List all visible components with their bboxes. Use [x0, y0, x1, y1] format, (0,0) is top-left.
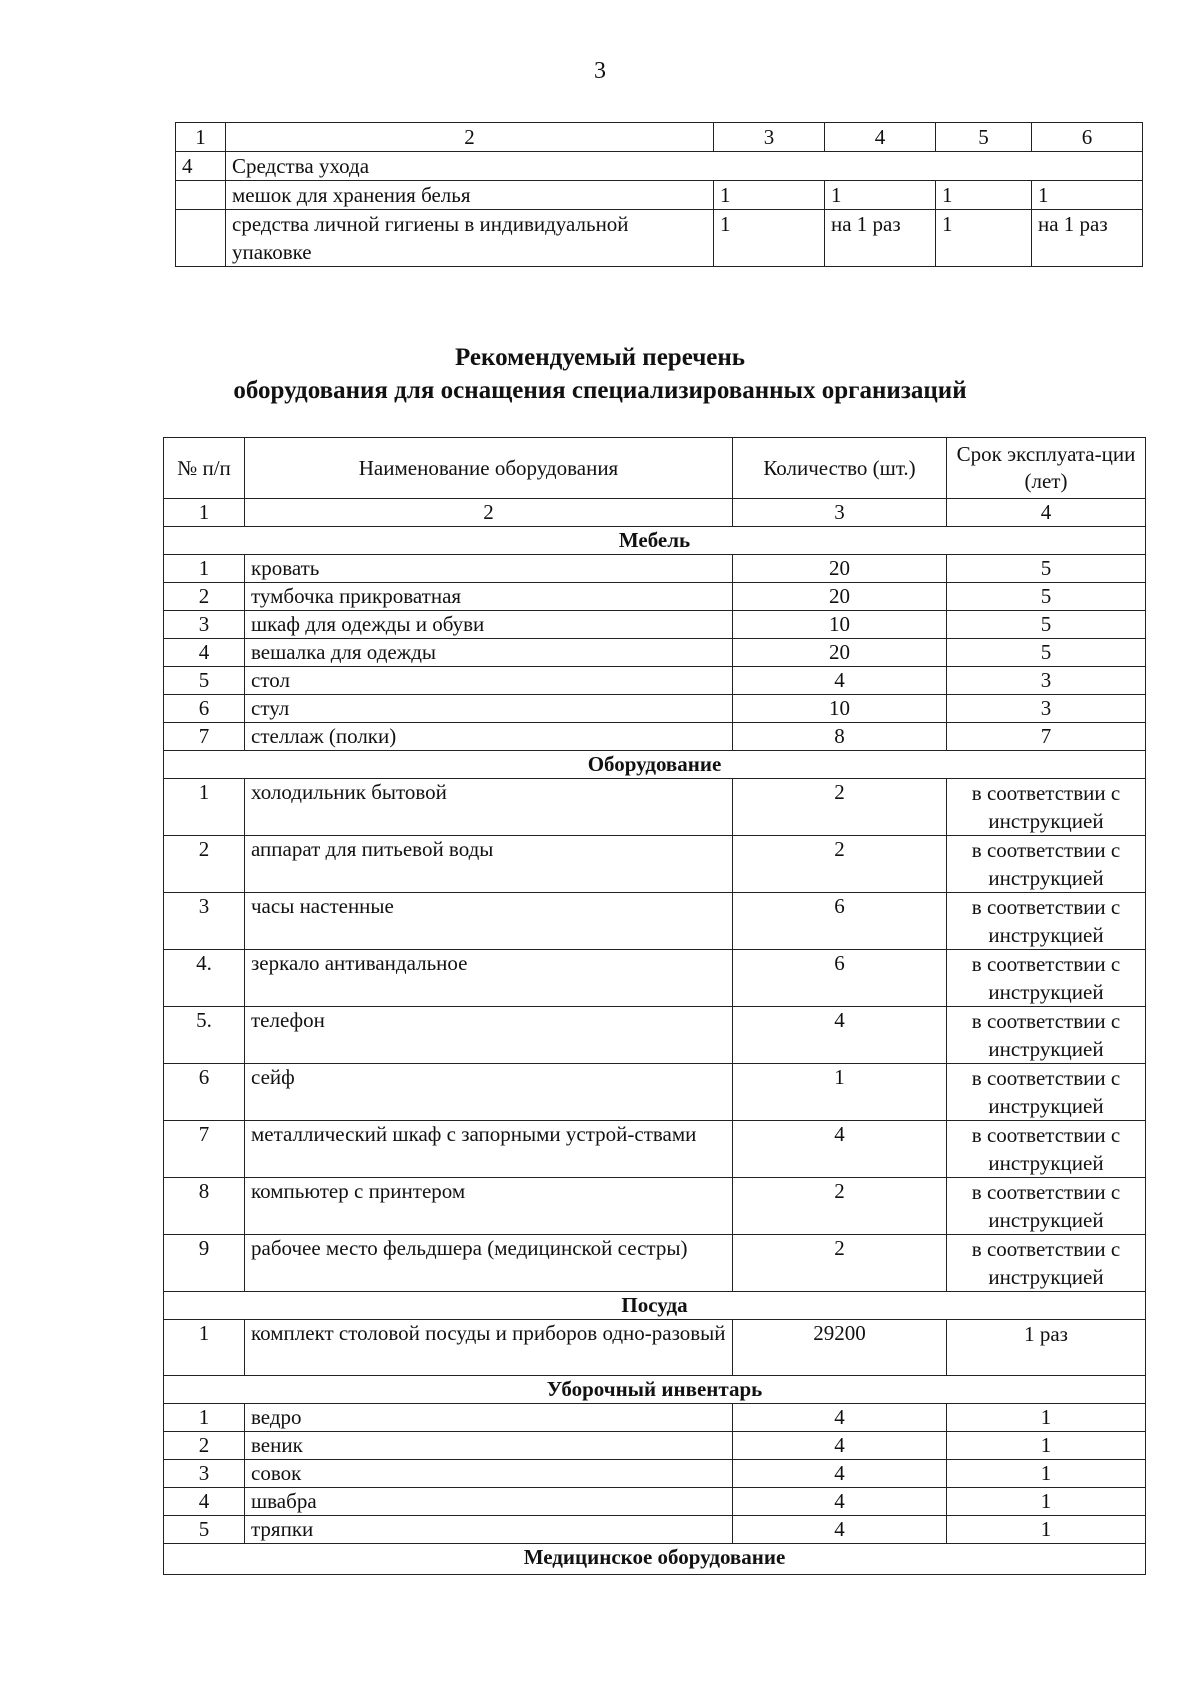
row-number: 6 [164, 695, 245, 723]
row-number: 4. [164, 950, 245, 1007]
header-name: Наименование оборудования [245, 438, 733, 499]
section-title: Посуда [164, 1292, 1146, 1320]
col-number: 3 [733, 499, 947, 527]
row-number: 4 [164, 639, 245, 667]
section-title: Медицинское оборудование [164, 1544, 1146, 1575]
item-quantity: 8 [733, 723, 947, 751]
cell: 1 [714, 210, 825, 267]
table-row [164, 639, 1146, 667]
row-number: 1 [164, 555, 245, 583]
item-quantity: 29200 [733, 1320, 947, 1376]
table-row [164, 1235, 1146, 1292]
item-name: швабра [245, 1488, 733, 1516]
col-number: 1 [176, 123, 226, 152]
row-number: 2 [164, 583, 245, 611]
item-name: тряпки [245, 1516, 733, 1544]
table-header-row [164, 438, 1146, 499]
table-header-row [176, 123, 1143, 152]
item-name: металлический шкаф с запорными устрой-ствами [245, 1121, 733, 1178]
page-number: 3 [594, 58, 606, 84]
table-row [164, 723, 1146, 751]
table-row [164, 695, 1146, 723]
row-number: 4 [164, 1488, 245, 1516]
table-row [176, 181, 1143, 210]
table-row [164, 611, 1146, 639]
item-lifetime: в соответствии с инструкцией [947, 1007, 1146, 1064]
table-row [176, 152, 1143, 181]
item-lifetime: 1 [947, 1404, 1146, 1432]
row-number: 7 [164, 723, 245, 751]
item-name: компьютер с принтером [245, 1178, 733, 1235]
item-quantity: 4 [733, 1488, 947, 1516]
table-row [164, 1460, 1146, 1488]
col-number: 2 [245, 499, 733, 527]
item-name: совок [245, 1460, 733, 1488]
row-number: 1 [164, 779, 245, 836]
row-number: 3 [164, 611, 245, 639]
col-number: 2 [226, 123, 714, 152]
item-name: аппарат для питьевой воды [245, 836, 733, 893]
table-row [164, 1178, 1146, 1235]
section-title: Оборудование [164, 751, 1146, 779]
item-quantity: 6 [733, 950, 947, 1007]
col-number: 4 [947, 499, 1146, 527]
item-quantity: 1 [733, 1064, 947, 1121]
section-title: Уборочный инвентарь [164, 1376, 1146, 1404]
item-lifetime: в соответствии с инструкцией [947, 779, 1146, 836]
item-lifetime: 5 [947, 555, 1146, 583]
row-number: 5. [164, 1007, 245, 1064]
item-quantity: 6 [733, 893, 947, 950]
care-items-table [175, 122, 1143, 267]
cell: на 1 раз [825, 210, 936, 267]
section-row [164, 527, 1146, 555]
table-row [164, 1121, 1146, 1178]
item-name: стол [245, 667, 733, 695]
row-number: 3 [164, 893, 245, 950]
cell: 1 [936, 181, 1032, 210]
item-lifetime: в соответствии с инструкцией [947, 1178, 1146, 1235]
item-lifetime: 1 [947, 1460, 1146, 1488]
row-number: 5 [164, 1516, 245, 1544]
col-number: 3 [714, 123, 825, 152]
col-number: 1 [164, 499, 245, 527]
table-row [164, 1404, 1146, 1432]
table-row [164, 555, 1146, 583]
item-name: рабочее место фельдшера (медицинской сестры) [245, 1235, 733, 1292]
item-quantity: 2 [733, 1178, 947, 1235]
table-row [164, 1488, 1146, 1516]
row-number: 1 [164, 1404, 245, 1432]
item-name: холодильник бытовой [245, 779, 733, 836]
cell: 1 [825, 181, 936, 210]
item-lifetime: 1 раз [947, 1320, 1146, 1376]
row-number: 3 [164, 1460, 245, 1488]
item-lifetime: 3 [947, 667, 1146, 695]
row-number: 1 [164, 1320, 245, 1376]
title-line-2: оборудования для оснащения специализированных организаций [233, 377, 967, 404]
row-number: 9 [164, 1235, 245, 1292]
table-row [164, 950, 1146, 1007]
item-lifetime: 5 [947, 639, 1146, 667]
table-row [164, 1516, 1146, 1544]
row-number [176, 181, 226, 210]
equipment-table [163, 437, 1146, 1575]
item-name: стул [245, 695, 733, 723]
item-lifetime: в соответствии с инструкцией [947, 836, 1146, 893]
item-quantity: 4 [733, 1007, 947, 1064]
section-row [164, 1544, 1146, 1575]
item-lifetime: в соответствии с инструкцией [947, 1121, 1146, 1178]
table-row [164, 1320, 1146, 1376]
item-lifetime: в соответствии с инструкцией [947, 1235, 1146, 1292]
header-lifetime: Срок эксплуата-ции (лет) [947, 438, 1146, 499]
row-number: 2 [164, 836, 245, 893]
item-name: стеллаж (полки) [245, 723, 733, 751]
item-name: ведро [245, 1404, 733, 1432]
table-row [164, 583, 1146, 611]
section-row [164, 751, 1146, 779]
header-number: № п/п [164, 438, 245, 499]
item-name: зеркало антивандальное [245, 950, 733, 1007]
item-quantity: 4 [733, 667, 947, 695]
item-lifetime: 1 [947, 1516, 1146, 1544]
cell: на 1 раз [1032, 210, 1143, 267]
section-title: Мебель [164, 527, 1146, 555]
item-lifetime: 3 [947, 695, 1146, 723]
section-row [164, 1376, 1146, 1404]
row-number: 6 [164, 1064, 245, 1121]
table-row [164, 893, 1146, 950]
table-row [164, 1007, 1146, 1064]
row-number: 4 [176, 152, 226, 181]
row-number: 2 [164, 1432, 245, 1460]
item-name: сейф [245, 1064, 733, 1121]
cell: 1 [936, 210, 1032, 267]
item-name: тумбочка прикроватная [245, 583, 733, 611]
row-number: 8 [164, 1178, 245, 1235]
item-lifetime: 1 [947, 1488, 1146, 1516]
col-number: 4 [825, 123, 936, 152]
item-lifetime: 5 [947, 583, 1146, 611]
item-quantity: 4 [733, 1432, 947, 1460]
item-name: кровать [245, 555, 733, 583]
item-lifetime: в соответствии с инструкцией [947, 893, 1146, 950]
item-name: вешалка для одежды [245, 639, 733, 667]
item-quantity: 20 [733, 639, 947, 667]
item-name: средства личной гигиены в индивидуальной упаковке [226, 210, 714, 267]
section-row [164, 1292, 1146, 1320]
item-quantity: 2 [733, 836, 947, 893]
item-quantity: 4 [733, 1404, 947, 1432]
col-number: 6 [1032, 123, 1143, 152]
item-quantity: 2 [733, 779, 947, 836]
item-lifetime: в соответствии с инструкцией [947, 1064, 1146, 1121]
item-quantity: 4 [733, 1121, 947, 1178]
item-name: комплект столовой посуды и приборов одно-разовый [245, 1320, 733, 1376]
item-name: шкаф для одежды и обуви [245, 611, 733, 639]
item-name: мешок для хранения белья [226, 181, 714, 210]
item-name: телефон [245, 1007, 733, 1064]
item-quantity: 4 [733, 1516, 947, 1544]
item-lifetime: 7 [947, 723, 1146, 751]
item-quantity: 2 [733, 1235, 947, 1292]
cell: 1 [714, 181, 825, 210]
table-row [164, 779, 1146, 836]
row-number [176, 210, 226, 267]
item-lifetime: 5 [947, 611, 1146, 639]
table-row [176, 210, 1143, 267]
row-number: 5 [164, 667, 245, 695]
item-quantity: 20 [733, 555, 947, 583]
item-quantity: 10 [733, 695, 947, 723]
item-lifetime: в соответствии с инструкцией [947, 950, 1146, 1007]
document-title [0, 341, 1200, 407]
item-lifetime: 1 [947, 1432, 1146, 1460]
cell: 1 [1032, 181, 1143, 210]
item-quantity: 20 [733, 583, 947, 611]
table-row [164, 1432, 1146, 1460]
header-quantity: Количество (шт.) [733, 438, 947, 499]
row-number: 7 [164, 1121, 245, 1178]
item-quantity: 4 [733, 1460, 947, 1488]
section-label: Средства ухода [226, 152, 1143, 181]
item-quantity: 10 [733, 611, 947, 639]
col-number: 5 [936, 123, 1032, 152]
title-line-1: Рекомендуемый перечень [454, 344, 746, 371]
column-numbers-row [164, 499, 1146, 527]
table-row [164, 667, 1146, 695]
item-name: веник [245, 1432, 733, 1460]
item-name: часы настенные [245, 893, 733, 950]
table-row [164, 836, 1146, 893]
table-row [164, 1064, 1146, 1121]
